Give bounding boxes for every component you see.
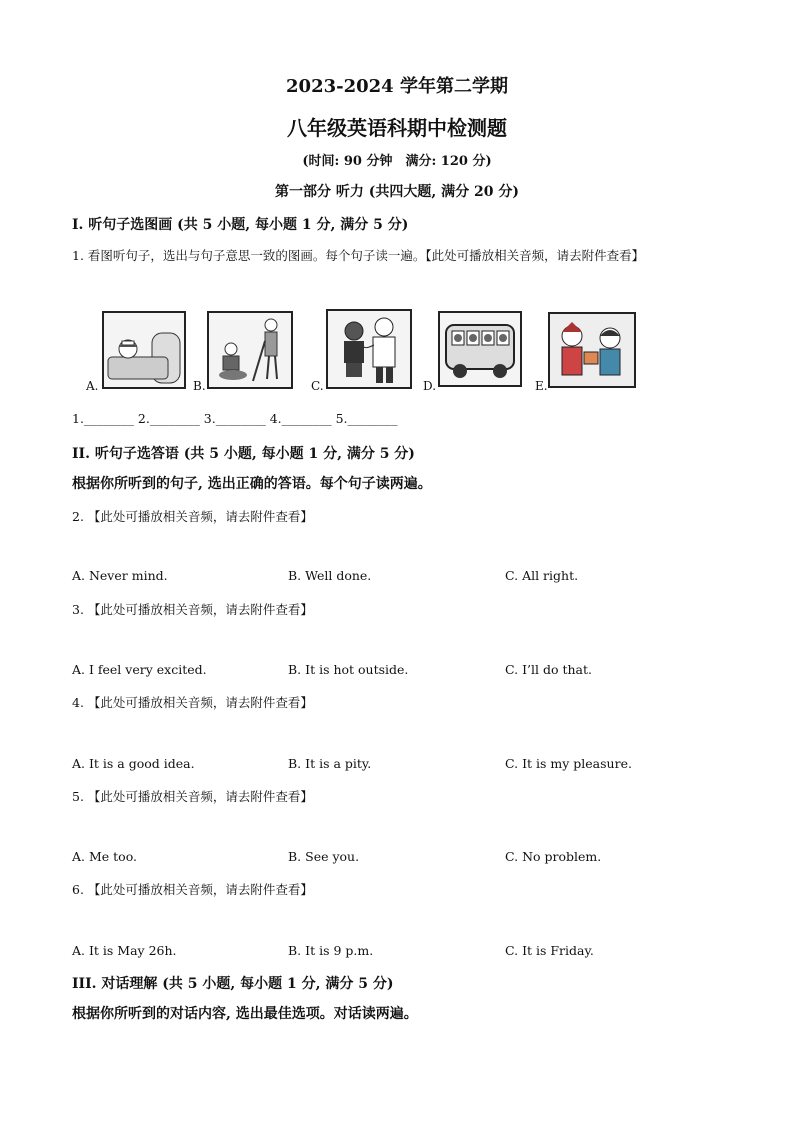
section3-heading: III. 对话理解 (共 5 小题, 每小题 1 分, 满分 5 分) [72,976,394,992]
option-a: A. Never mind. [72,568,168,583]
option-b: B. See you. [288,849,360,864]
boy-giving-gift-to-girl-icon [548,312,636,388]
part-title: 第一部分 听力 (共四大题, 满分 20 分) [275,184,519,200]
time-score: (时间: 90 分钟 满分: 120 分) [302,154,492,169]
option-c: C. It is my pleasure. [505,756,632,771]
option-c: C. All right. [505,568,579,583]
option-a: A. I feel very excited. [72,662,207,677]
question-prompt: 4. 【此处可播放相关音频，请去附件查看】 [72,695,313,710]
option-c: C. No problem. [505,849,602,864]
section2-instruction: 根据你所听到的句子, 选出正确的答语。每个句子读两遍。 [72,476,432,492]
doctor-with-patient-icon [326,309,412,389]
option-a: A. Me too. [72,849,137,864]
picture-label-d: D. [423,379,437,393]
option-a: A. It is May 26h. [72,943,177,958]
question-prompt: 2. 【此处可播放相关音频，请去附件查看】 [72,509,313,524]
question-prompt: 3. 【此处可播放相关音频，请去附件查看】 [72,602,313,617]
section3-instruction: 根据你所听到的对话内容, 选出最佳选项。对话读两遍。 [72,1006,418,1022]
picture-label-b: B. [193,379,206,393]
section1-heading: Ⅰ. 听句子选图画 (共 5 小题, 每小题 1 分, 满分 5 分) [72,217,409,233]
exam-title: 八年级英语科期中检测题 [287,116,507,140]
option-b: B. It is a pity. [288,756,372,771]
exam-year: 2023-2024 学年第二学期 [286,76,508,97]
answer-blanks[interactable]: 1.________ 2.________ 3.________ 4.________ 5.________ [72,411,398,426]
picture-label-a: A. [86,379,99,393]
sick-child-in-bed-icon [102,311,186,389]
question-prompt: 6. 【此处可播放相关音频，请去附件查看】 [72,882,313,897]
question-1: 1. 看图听句子，选出与句子意思一致的图画。每个句子读一遍。【此处可播放相关音频，请去附件查看】 [72,248,645,263]
option-c: C. I’ll do that. [505,662,592,677]
mother-sweeping-child-washing-icon [207,311,293,389]
question-prompt: 5. 【此处可播放相关音频，请去附件查看】 [72,789,313,804]
option-a: A. It is a good idea. [72,756,195,771]
picture-label-e: E. [535,379,548,393]
option-b: B. Well done. [288,568,372,583]
option-b: B. It is hot outside. [288,662,409,677]
section2-heading: II. 听句子选答语 (共 5 小题, 每小题 1 分, 满分 5 分) [72,446,415,462]
option-b: B. It is 9 p.m. [288,943,374,958]
bus-with-children-icon [438,311,522,387]
option-c: C. It is Friday. [505,943,594,958]
picture-label-c: C. [311,379,324,393]
